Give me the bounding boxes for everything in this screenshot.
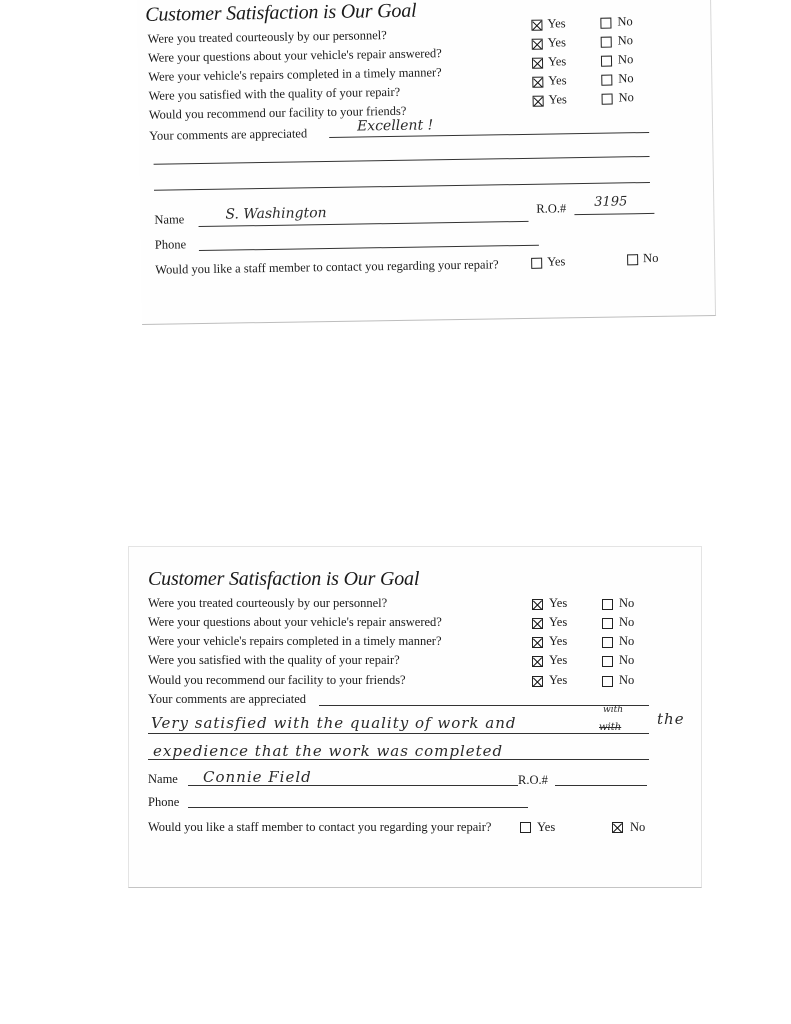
- q1-no-label: No: [617, 14, 633, 29]
- contact-question: Would you like a staff member to contact you regarding your repair?: [148, 820, 492, 834]
- q5-no-label: No: [619, 673, 635, 687]
- comments-label: Your comments are appreciated: [149, 126, 308, 143]
- q4-no-label: No: [618, 71, 634, 86]
- contact-yes-label: Yes: [547, 254, 566, 269]
- q1-yes-label: Yes: [547, 16, 566, 31]
- q1-no-checkbox[interactable]: [602, 599, 613, 610]
- name-label: Name: [154, 212, 185, 227]
- name-value[interactable]: S. Washington: [225, 205, 327, 223]
- question-4: Were you satisfied with the quality of your repair?: [148, 84, 401, 103]
- question-2: Were your questions about your vehicle's repair answered?: [147, 46, 442, 65]
- comment-struck-word: with: [599, 722, 622, 733]
- question-2: Were your questions about your vehicle's repair answered?: [148, 615, 442, 629]
- q2-yes-checkbox[interactable]: [532, 618, 543, 629]
- ro-value[interactable]: 3195: [594, 194, 628, 210]
- question-5: Would you recommend our facility to your friends?: [148, 673, 406, 687]
- q2-yes-label: Yes: [547, 35, 567, 50]
- name-value[interactable]: Connie Field: [203, 768, 312, 786]
- survey-card-2: [128, 546, 702, 888]
- q3-yes-label: Yes: [549, 634, 568, 648]
- q3-yes-checkbox[interactable]: [532, 58, 543, 69]
- comments-line-2: [148, 733, 649, 734]
- q5-yes-label: Yes: [549, 673, 568, 687]
- comments-line-2: [154, 156, 650, 165]
- q2-no-checkbox[interactable]: [602, 618, 613, 629]
- comment-insert: with: [603, 705, 623, 715]
- q4-yes-label: Yes: [549, 653, 568, 667]
- ro-label: R.O.#: [536, 201, 567, 216]
- question-5: Would you recommend our facility to your friends?: [148, 103, 407, 122]
- comment-line-1[interactable]: Very satisfied with the quality of work and: [151, 714, 517, 732]
- q4-no-label: No: [619, 653, 635, 667]
- q1-yes-checkbox[interactable]: [532, 599, 543, 610]
- q5-no-checkbox[interactable]: [602, 676, 613, 687]
- q5-no-label: No: [618, 90, 634, 105]
- q4-yes-label: Yes: [548, 73, 567, 88]
- q5-yes-checkbox[interactable]: [532, 676, 543, 687]
- contact-no-label: No: [643, 250, 659, 266]
- comments-line-3: [154, 182, 650, 191]
- q2-no-label: No: [619, 615, 635, 629]
- q1-no-label: No: [619, 596, 635, 610]
- contact-no-label: No: [630, 820, 646, 834]
- q3-yes-label: Yes: [547, 54, 567, 69]
- comment-text[interactable]: Excellent !: [356, 117, 434, 135]
- phone-line: [199, 245, 539, 251]
- contact-yes-checkbox[interactable]: [531, 258, 542, 269]
- q4-yes-checkbox[interactable]: [532, 77, 543, 88]
- q5-yes-checkbox[interactable]: [533, 96, 544, 107]
- q4-yes-checkbox[interactable]: [532, 656, 543, 667]
- phone-line: [188, 807, 528, 808]
- q1-yes-checkbox[interactable]: [531, 20, 542, 31]
- q3-no-checkbox[interactable]: [601, 56, 612, 67]
- ro-label: R.O.#: [518, 773, 548, 787]
- phone-label: Phone: [154, 237, 187, 252]
- contact-yes-label: Yes: [537, 820, 556, 834]
- question-1: Were you treated courteously by our personnel?: [147, 28, 387, 46]
- contact-no-checkbox[interactable]: [612, 822, 623, 833]
- q4-no-checkbox[interactable]: [602, 656, 613, 667]
- q3-no-label: No: [619, 634, 635, 648]
- q3-yes-checkbox[interactable]: [532, 637, 543, 648]
- question-4: Were you satisfied with the quality of your repair?: [148, 653, 400, 667]
- comments-line-1: [319, 705, 649, 706]
- comment-line-1-end: the: [657, 710, 685, 728]
- name-label: Name: [148, 772, 178, 786]
- q1-no-checkbox[interactable]: [600, 18, 611, 29]
- q5-no-checkbox[interactable]: [602, 94, 613, 105]
- survey-card-1: [137, 0, 716, 325]
- q2-no-checkbox[interactable]: [601, 37, 612, 48]
- q2-no-label: No: [617, 33, 634, 48]
- card-title: Customer Satisfaction is Our Goal: [145, 0, 417, 26]
- contact-yes-checkbox[interactable]: [520, 822, 531, 833]
- ro-line: [555, 785, 647, 786]
- q3-no-checkbox[interactable]: [602, 637, 613, 648]
- q2-yes-label: Yes: [549, 615, 568, 629]
- phone-label: Phone: [148, 795, 180, 809]
- q1-yes-label: Yes: [549, 596, 568, 610]
- question-3: Were your vehicle's repairs completed in a timely manner?: [148, 65, 442, 84]
- q4-no-checkbox[interactable]: [601, 75, 612, 86]
- question-3: Were your vehicle's repairs completed in a timely manner?: [148, 634, 442, 648]
- q2-yes-checkbox[interactable]: [532, 39, 543, 50]
- question-1: Were you treated courteously by our personnel?: [148, 596, 388, 610]
- q3-no-label: No: [617, 52, 634, 67]
- q5-yes-label: Yes: [548, 92, 567, 107]
- comments-label: Your comments are appreciated: [148, 692, 307, 706]
- contact-no-checkbox[interactable]: [627, 254, 638, 265]
- contact-question: Would you like a staff member to contact you regarding your repair?: [155, 257, 499, 277]
- card-title: Customer Satisfaction is Our Goal: [148, 568, 420, 590]
- ro-line: [574, 213, 654, 215]
- comment-line-2[interactable]: expedience that the work was completed: [153, 742, 504, 760]
